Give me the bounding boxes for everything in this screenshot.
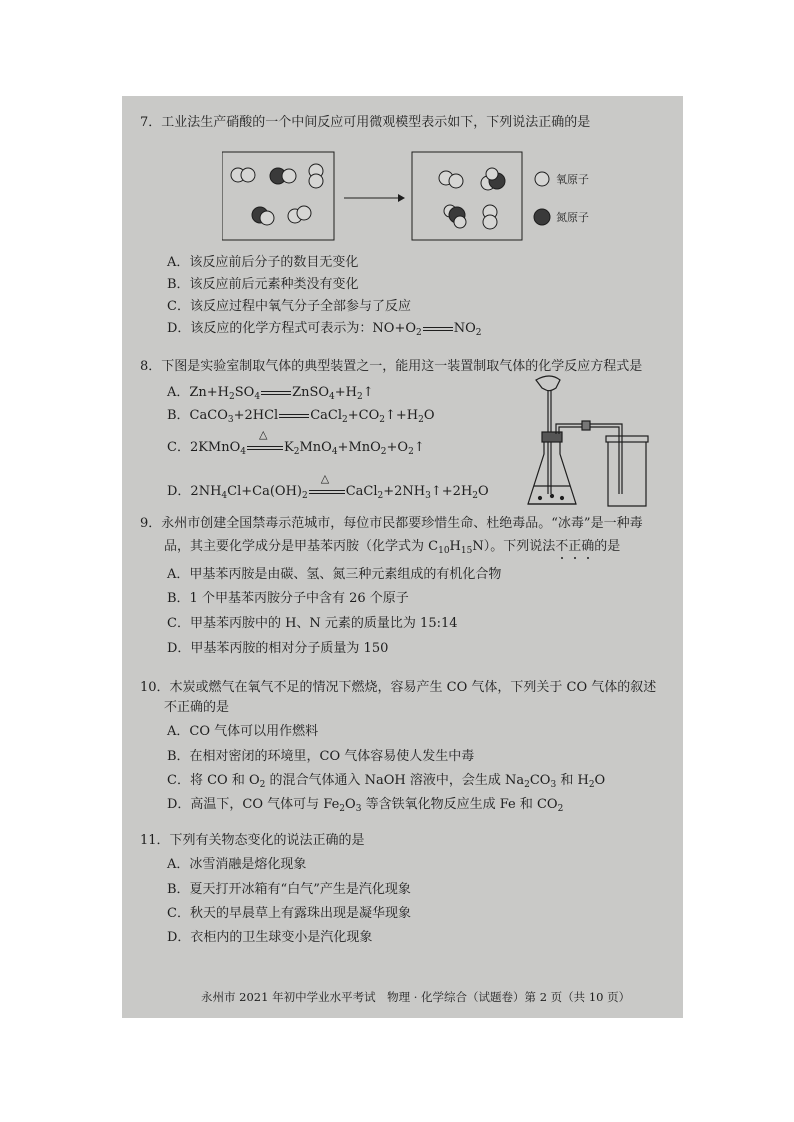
- q8-option-d: D．$2NH_4Cl+Ca(OH)_2$ △ $CaCl_2+2NH_3↑+2H_2O$: [167, 471, 489, 501]
- gas-apparatus-diagram: [522, 374, 652, 514]
- q11-stem: 11．下列有关物态变化的说法正确的是: [140, 833, 365, 848]
- q10-stem-line2: 不正确的是: [164, 700, 230, 715]
- q7-molecule-diagram: [222, 150, 682, 246]
- page-footer: 永州市 2021 年初中学业水平考试 物理 · 化学综合（试题卷）第 2 页（共 10 页）: [201, 990, 631, 1004]
- q11-option-d: D．衣柜内的卫生球变小是汽化现象: [167, 930, 373, 945]
- q8-option-a: A．$Zn+H_2SO_4$ $ZnSO_4+H_2↑$: [167, 385, 374, 402]
- heat-equal-sign: △: [247, 443, 283, 453]
- q10-stem-line1: 10．木炭或燃气在氧气不足的情况下燃烧，容易产生 CO 气体，下列关于 CO 气体的叙述: [140, 680, 657, 695]
- q9-option-d: D．甲基苯丙胺的相对分子质量为 150: [167, 641, 389, 656]
- legend-nitrogen: 氮原子: [556, 211, 589, 224]
- q7-option-a: A．该反应前后分子的数目无变化: [167, 255, 359, 270]
- q10-option-b: B．在相对密闭的环境里，CO 气体容易使人发生中毒: [167, 749, 475, 764]
- q8-stem: 8．下图是实验室制取气体的典型装置之一，能用这一装置制取气体的化学反应方程式是: [140, 359, 643, 374]
- legend-oxygen: 氧原子: [556, 173, 589, 186]
- q11-option-b: B．夏天打开冰箱有“白气”产生是汽化现象: [167, 882, 411, 897]
- q8-option-b: B．CaCO$_3$+2HCl $CaCl_2+CO_2↑+H_2O$: [167, 408, 435, 425]
- heat-equal-sign: △: [309, 487, 345, 497]
- q10-option-d: D．高温下，CO 气体可与 $Fe_2O_3$ 等含铁氧化物反应生成 Fe 和 $CO_2$: [167, 797, 564, 814]
- q10-option-c: C．将 CO 和 $O_2$ 的混合气体通入 NaOH 溶液中，会生成 $Na_2CO_3$ 和 $H_2O$: [167, 773, 606, 790]
- q7-option-d: D．该反应的化学方程式可表示为：$NO+O_2$ $NO_2$: [167, 321, 482, 338]
- equal-sign: [261, 388, 291, 398]
- q11-option-c: C．秋天的早晨草上有露珠出现是凝华现象: [167, 906, 411, 921]
- q7-stem: 7．工业法生产硝酸的一个中间反应可用微观模型表示如下，下列说法正确的是: [140, 115, 591, 130]
- q8-option-c: C．2KMnO$_4$ △ $K_2MnO_4+MnO_2+O_2↑$: [167, 427, 425, 457]
- q9-option-a: A．甲基苯丙胺是由碳、氢、氮三种元素组成的有机化合物: [167, 567, 502, 582]
- q10-option-a: A．CO 气体可以用作燃料: [167, 724, 319, 739]
- q9-stem-line2: 品，其主要化学成分是甲基苯丙胺（化学式为 $C_{10}H_{15}N$）。下列说法不正确的是: [164, 539, 621, 556]
- q11-option-a: A．冰雪消融是熔化现象: [167, 857, 307, 872]
- equal-sign: [423, 324, 453, 334]
- q9-stem-line1: 9．永州市创建全国禁毒示范城市，每位市民都要珍惜生命、杜绝毒品。“冰毒”是一种毒: [140, 516, 643, 531]
- q9-option-b: B．1 个甲基苯丙胺分子中含有 26 个原子: [167, 591, 409, 606]
- q7-option-b: B．该反应前后元素种类没有变化: [167, 277, 359, 292]
- q9-option-c: C．甲基苯丙胺中的 H、N 元素的质量比为 15:14: [167, 616, 458, 631]
- q7-option-c: C．该反应过程中氧气分子全部参与了反应: [167, 299, 411, 314]
- equal-sign: [279, 411, 309, 421]
- exam-page: [122, 96, 683, 1018]
